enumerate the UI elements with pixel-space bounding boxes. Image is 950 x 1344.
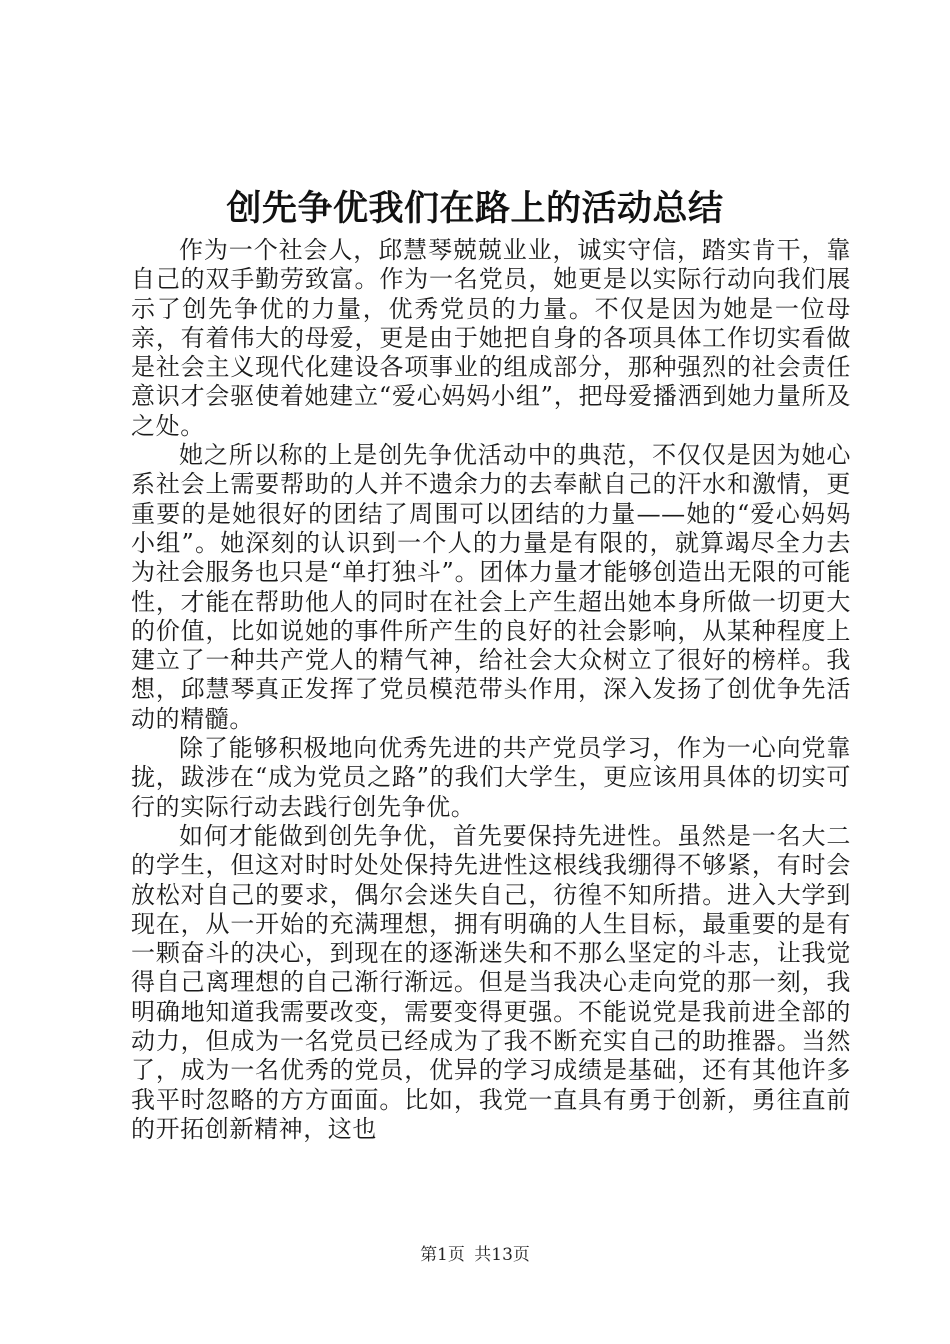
- paragraph: 如何才能做到创先争优，首先要保持先进性。虽然是一名大二的学生，但这对时时处处保持先进性这根线我绷得不够紧，有时会放松对自己的要求，偶尔会迷失自己，彷徨不知所措。进入大学到现在，从一开始的充满理想，拥有明确的人生目标，最重要的是有一颗奋斗的决心，到现在的逐渐迷失和不那么坚定的斗志，让我觉得自己离理想的自己渐行渐远。但是当我决心走向党的那一刻，我明确地知道我需要改变，需要变得更强。不能说党是我前进全部的动力，但成为一名党员已经成为了我不断充实自己的助推器。当然了，成为一名优秀的党员，优异的学习成绩是基础，还有其他许多我平时忽略的方方面面。比如，我党一直具有勇于创新，勇往直前的开拓创新精神，这也: [131, 821, 851, 1143]
- document-title: 创先争优我们在路上的活动总结: [226, 189, 724, 229]
- document-body: [131, 236, 851, 1144]
- page-number-footer: 第1页 共13页: [420, 1245, 530, 1265]
- paragraph: 除了能够积极地向优秀先进的共产党员学习，作为一心向党靠拢，跋涉在“成为党员之路”的我们大学生，更应该用具体的切实可行的实际行动去践行创先争优。: [131, 734, 851, 821]
- paragraph: 作为一个社会人，邱慧琴兢兢业业，诚实守信，踏实肯干，靠自己的双手勤劳致富。作为一名党员，她更是以实际行动向我们展示了创先争优的力量，优秀党员的力量。不仅是因为她是一位母亲，有着伟大的母爱，更是由于她把自身的各项具体工作切实看做是社会主义现代化建设各项事业的组成部分，那种强烈的社会责任意识才会驱使着她建立“爱心妈妈小组”，把母爱播洒到她力量所及之处。: [131, 236, 851, 440]
- paragraph: 她之所以称的上是创先争优活动中的典范，不仅仅是因为她心系社会上需要帮助的人并不遗余力的去奉献自己的汗水和激情，更重要的是她很好的团结了周围可以团结的力量——她的“爱心妈妈小组”。她深刻的认识到一个人的力量是有限的，就算竭尽全力去为社会服务也只是“单打独斗”。团体力量才能够创造出无限的可能性，才能在帮助他人的同时在社会上产生超出她本身所做一切更大的价值，比如说她的事件所产生的良好的社会影响，从某种程度上建立了一种共产党人的精气神，给社会大众树立了很好的榜样。我想，邱慧琴真正发挥了党员模范带头作用，深入发扬了创优争先活动的精髓。: [131, 441, 851, 733]
